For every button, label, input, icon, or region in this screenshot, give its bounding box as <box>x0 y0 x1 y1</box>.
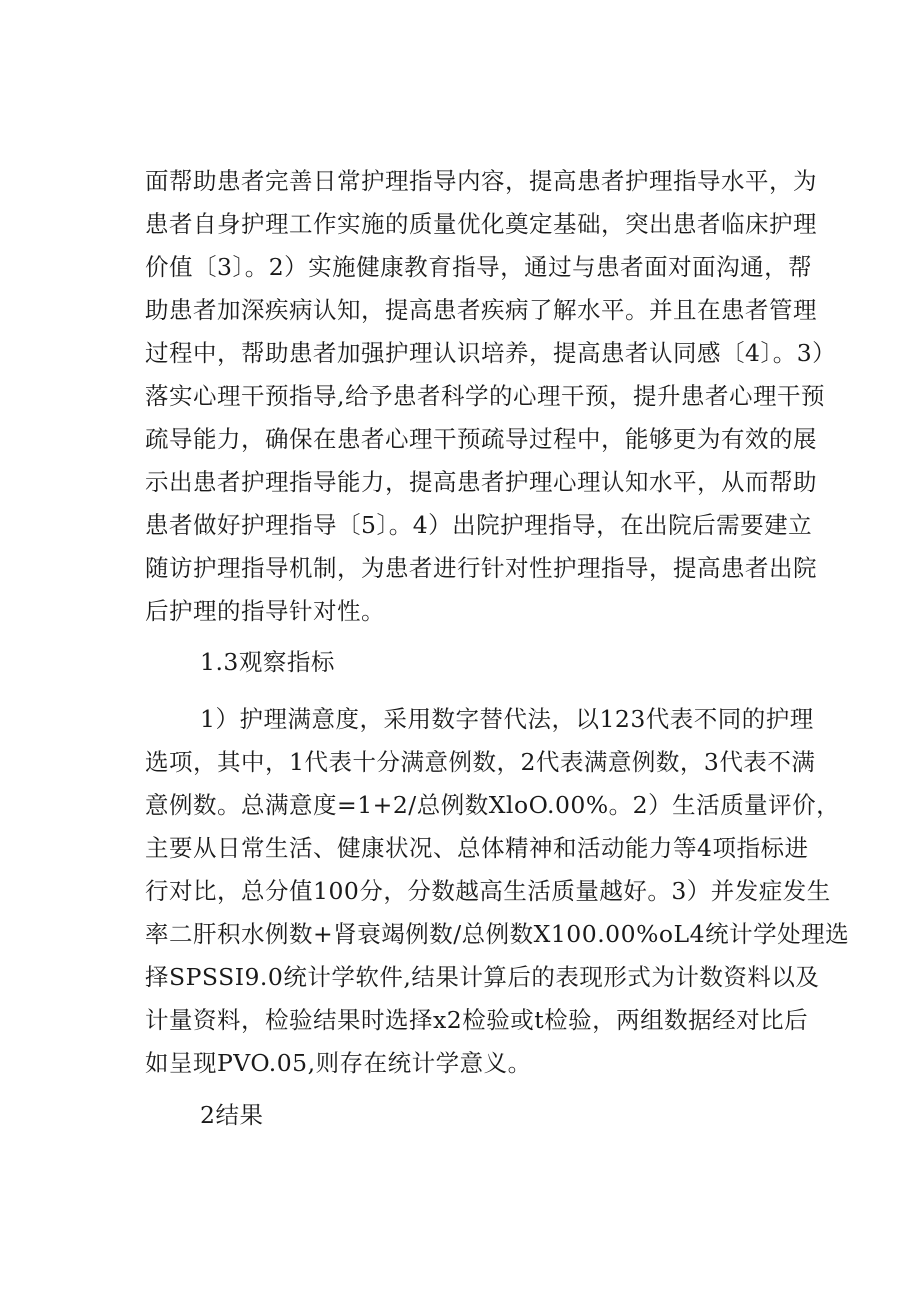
section-heading-2: 2结果 <box>200 1101 264 1129</box>
paragraph-2-line: 率二肝积水例数+肾衰竭例数/总例数X100.00%oL4统计学处理选 <box>145 920 850 948</box>
paragraph-2-line: 1）护理满意度，采用数字替代法，以123代表不同的护理 <box>200 705 814 733</box>
paragraph-1-line: 疏导能力，确保在患者心理干预疏导过程中，能够更为有效的展 <box>145 425 817 453</box>
paragraph-1-line: 患者做好护理指导〔5〕。4）出院护理指导，在出院后需要建立 <box>145 511 813 539</box>
paragraph-1-line: 患者自身护理工作实施的质量优化奠定基础，突出患者临床护理 <box>145 210 817 238</box>
paragraph-1-line: 助患者加深疾病认知，提高患者疾病了解水平。并且在患者管理 <box>145 296 817 324</box>
paragraph-1-line: 随访护理指导机制，为患者进行针对性护理指导，提高患者出院 <box>145 554 817 582</box>
paragraph-1-line: 过程中，帮助患者加强护理认识培养，提高患者认同感〔4〕。3） <box>145 339 837 367</box>
paragraph-2-line: 行对比，总分值100分，分数越高生活质量越好。3）并发症发生 <box>145 877 831 905</box>
paragraph-1-line: 后护理的指导针对性。 <box>145 597 385 625</box>
paragraph-2-line: 选项，其中，1代表十分满意例数，2代表满意例数，3代表不满 <box>145 748 816 776</box>
section-heading-1-3: 1.3观察指标 <box>200 648 335 676</box>
paragraph-2-line: 择SPSSI9.0统计学软件,结果计算后的表现形式为计数资料以及 <box>145 963 820 991</box>
paragraph-1-line: 价值〔3〕。2）实施健康教育指导，通过与患者面对面沟通，帮 <box>145 253 813 281</box>
paragraph-1-line: 落实心理干预指导,给予患者科学的心理干预，提升患者心理干预 <box>145 382 825 410</box>
paragraph-2-line: 计量资料，检验结果时选择x2检验或t检验，两组数据经对比后 <box>145 1006 809 1034</box>
paragraph-1-line: 示出患者护理指导能力，提高患者护理心理认知水平，从而帮助 <box>145 468 817 496</box>
paragraph-2-line: 如呈现PVO.05,则存在统计学意义。 <box>145 1049 532 1077</box>
paragraph-2-line: 意例数。总满意度=1+2/总例数XloO.00%。2）生活质量评价， <box>145 791 841 819</box>
paragraph-1-line: 面帮助患者完善日常护理指导内容，提高患者护理指导水平，为 <box>145 167 817 195</box>
paragraph-2-line: 主要从日常生活、健康状况、总体精神和活动能力等4项指标进 <box>145 834 809 862</box>
